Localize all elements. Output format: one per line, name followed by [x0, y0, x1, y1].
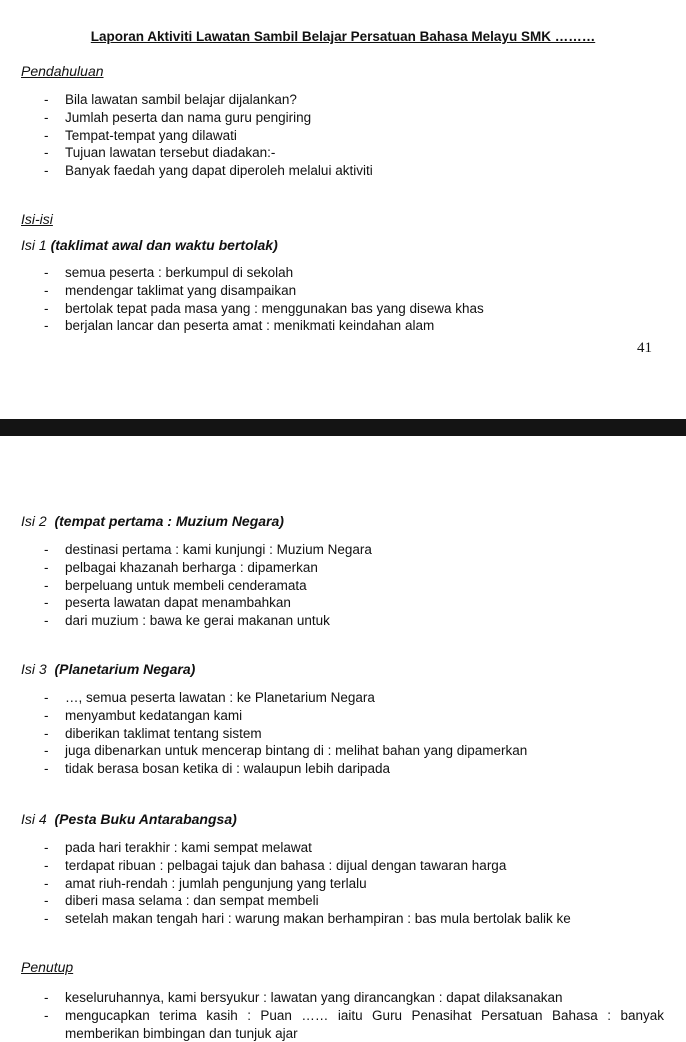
isi-4-heading — [21, 811, 237, 827]
list-item: - Banyak faedah yang dapat diperoleh melalui aktiviti — [44, 162, 664, 180]
isi-2-list — [44, 541, 664, 630]
isi-title: (tempat pertama : Muzium Negara) — [54, 513, 284, 529]
list-item: - mendengar taklimat yang disampaikan — [44, 282, 664, 300]
list-item: - Tujuan lawatan tersebut diadakan:- — [44, 144, 664, 162]
list-item: - berjalan lancar dan peserta amat : menikmati keindahan alam — [44, 317, 664, 335]
list-item: - berpeluang untuk membeli cenderamata — [44, 577, 664, 595]
list-item: - terdapat ribuan : pelbagai tajuk dan bahasa : dijual dengan tawaran harga — [44, 857, 664, 875]
isi-title: (taklimat awal dan waktu bertolak) — [50, 237, 278, 253]
list-item: - Tempat-tempat yang dilawati — [44, 127, 664, 145]
isi-title: (Pesta Buku Antarabangsa) — [54, 811, 237, 827]
list-item: - Jumlah peserta dan nama guru pengiring — [44, 109, 664, 127]
isi-title: (Planetarium Negara) — [54, 661, 196, 677]
isi-label: Isi 1 — [21, 237, 47, 253]
isi-3-list — [44, 689, 664, 778]
document-title: Laporan Aktiviti Lawatan Sambil Belajar Persatuan Bahasa Melayu SMK ……… — [90, 29, 596, 44]
isi-1-heading — [21, 237, 278, 253]
list-item: - semua peserta : berkumpul di sekolah — [44, 264, 664, 282]
list-item: - keseluruhannya, kami bersyukur : lawatan yang dirancangkan : dapat dilaksanakan — [44, 989, 664, 1007]
list-item: - juga dibenarkan untuk mencerap bintang di : melihat bahan yang dipamerkan — [44, 742, 664, 760]
list-item: - mengucapkan terima kasih : Puan …… iaitu Guru Penasihat Persatuan Bahasa : banyak memberikan bimbingan dan tunjuk ajar — [44, 1007, 664, 1042]
isi-label: Isi 2 — [21, 513, 47, 529]
list-item: - bertolak tepat pada masa yang : menggunakan bas yang disewa khas — [44, 300, 664, 318]
isi-2-heading — [21, 513, 284, 529]
list-item: - menyambut kedatangan kami — [44, 707, 664, 725]
list-item: - pelbagai khazanah berharga : dipamerkan — [44, 559, 664, 577]
list-item: - setelah makan tengah hari : warung makan berhampiran : bas mula bertolak balik ke — [44, 910, 664, 928]
isi-4-list — [44, 839, 664, 928]
list-item: - destinasi pertama : kami kunjungi : Muzium Negara — [44, 541, 664, 559]
list-item: - tidak berasa bosan ketika di : walaupun lebih daripada — [44, 760, 664, 778]
list-item: - diberikan taklimat tentang sistem — [44, 725, 664, 743]
page-break-divider — [0, 419, 686, 436]
isi-label: Isi 3 — [21, 661, 47, 677]
isi-1-list — [44, 264, 664, 335]
list-item: - dari muzium : bawa ke gerai makanan untuk — [44, 612, 664, 630]
list-item: - pada hari terakhir : kami sempat melawat — [44, 839, 664, 857]
list-item: - …, semua peserta lawatan : ke Planetarium Negara — [44, 689, 664, 707]
list-item: - amat riuh-rendah : jumlah pengunjung yang terlalu — [44, 875, 664, 893]
page-number: 41 — [637, 340, 652, 356]
penutup-list — [44, 989, 664, 1042]
isi-label: Isi 4 — [21, 811, 47, 827]
section-heading-pendahuluan: Pendahuluan — [21, 63, 104, 79]
isi-3-heading — [21, 661, 195, 677]
section-heading-penutup: Penutup — [21, 959, 74, 975]
list-item: - peserta lawatan dapat menambahkan — [44, 594, 664, 612]
pendahuluan-list — [44, 91, 664, 180]
section-heading-isi: Isi-isi — [21, 211, 53, 227]
list-item: - diberi masa selama : dan sempat membeli — [44, 892, 664, 910]
list-item: - Bila lawatan sambil belajar dijalankan? — [44, 91, 664, 109]
